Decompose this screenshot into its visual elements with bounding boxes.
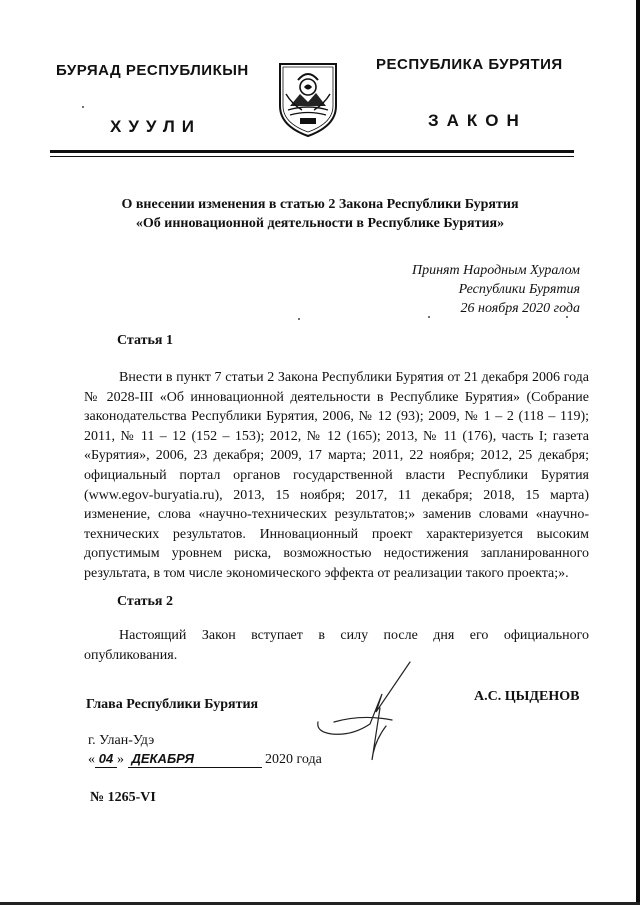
date-year: 2020 года	[265, 752, 322, 767]
header-rule-thick	[50, 150, 574, 153]
article-1-text: Внести в пункт 7 статьи 2 Закона Республики Бурятия от 21 декабря 2006 года № 2028-III «Об инновационной деятельности в Республике Бурятия» (Собрание законодательства Республики Бурятия, 2006, № 12 (93); 2009, № 1 – 2 (118 – 119); 2011, № 11 – 12 (152 – 153); 2012, № 12 (165); 2013, № 11 (176), часть I; газета «Бурятия», 2006, 23 декабря; 2009, 17 марта; 2011, 22 ноября; 2012, 25 декабря; официальный портал органов государственной власти Республики Бурятия (www.egov-buryatia.ru), 2013, 15 ноября; 2017, 11 декабря; 2018, 15 марта) изменение, слова «научно-технических результатов;» заменив словами «научно-технических результатов. Инновационный проект характеризуется высоким допустимым уровнем риска, возможностью недостижения запланированного результата, в том числе экономического эффекта от реализации такого проекта;».	[84, 370, 589, 581]
article-2-heading: Статья 2	[117, 594, 173, 609]
scan-speck	[428, 316, 430, 318]
scan-border-right	[636, 0, 640, 905]
date-close-quote: »	[117, 752, 124, 767]
signatory-position: Глава Республики Бурятия	[86, 697, 259, 712]
handwritten-signature	[312, 660, 442, 765]
scan-speck	[298, 318, 300, 320]
scan-speck	[82, 106, 84, 108]
signatory-name: А.С. ЦЫДЕНОВ	[474, 689, 580, 704]
date-day: 04	[95, 751, 117, 768]
scan-speck	[566, 316, 568, 318]
adoption-line-2: Республики Бурятия	[458, 282, 580, 297]
header-russian-republic: РЕСПУБЛИКА БУРЯТИЯ	[376, 56, 563, 73]
republic-emblem-icon	[276, 60, 340, 138]
header-rule-thin	[50, 156, 574, 157]
law-number: № 1265-VI	[90, 790, 156, 805]
adoption-line-3: 26 ноября 2020 года	[460, 301, 580, 316]
article-1-heading: Статья 1	[117, 333, 173, 348]
adoption-note	[412, 261, 580, 318]
document-title	[80, 195, 560, 233]
title-line-1: О внесении изменения в статью 2 Закона Республики Бурятия	[121, 197, 519, 212]
header-buryat-republic: БУРЯАД РЕСПУБЛИКЫН	[56, 62, 249, 79]
header-buryat-law: ХУУЛИ	[110, 117, 201, 136]
title-line-2: «Об инновационной деятельности в Республике Бурятия»	[135, 216, 505, 231]
header-russian-law: ЗАКОН	[428, 111, 527, 130]
signing-date	[88, 751, 322, 768]
article-2-text: Настоящий Закон вступает в силу после дня его официального опубликования.	[84, 628, 589, 663]
date-month: ДЕКАБРЯ	[128, 751, 262, 768]
adoption-line-1: Принят Народным Хуралом	[411, 263, 580, 278]
city-name: г. Улан-Удэ	[88, 733, 155, 748]
date-open-quote: «	[88, 752, 95, 767]
